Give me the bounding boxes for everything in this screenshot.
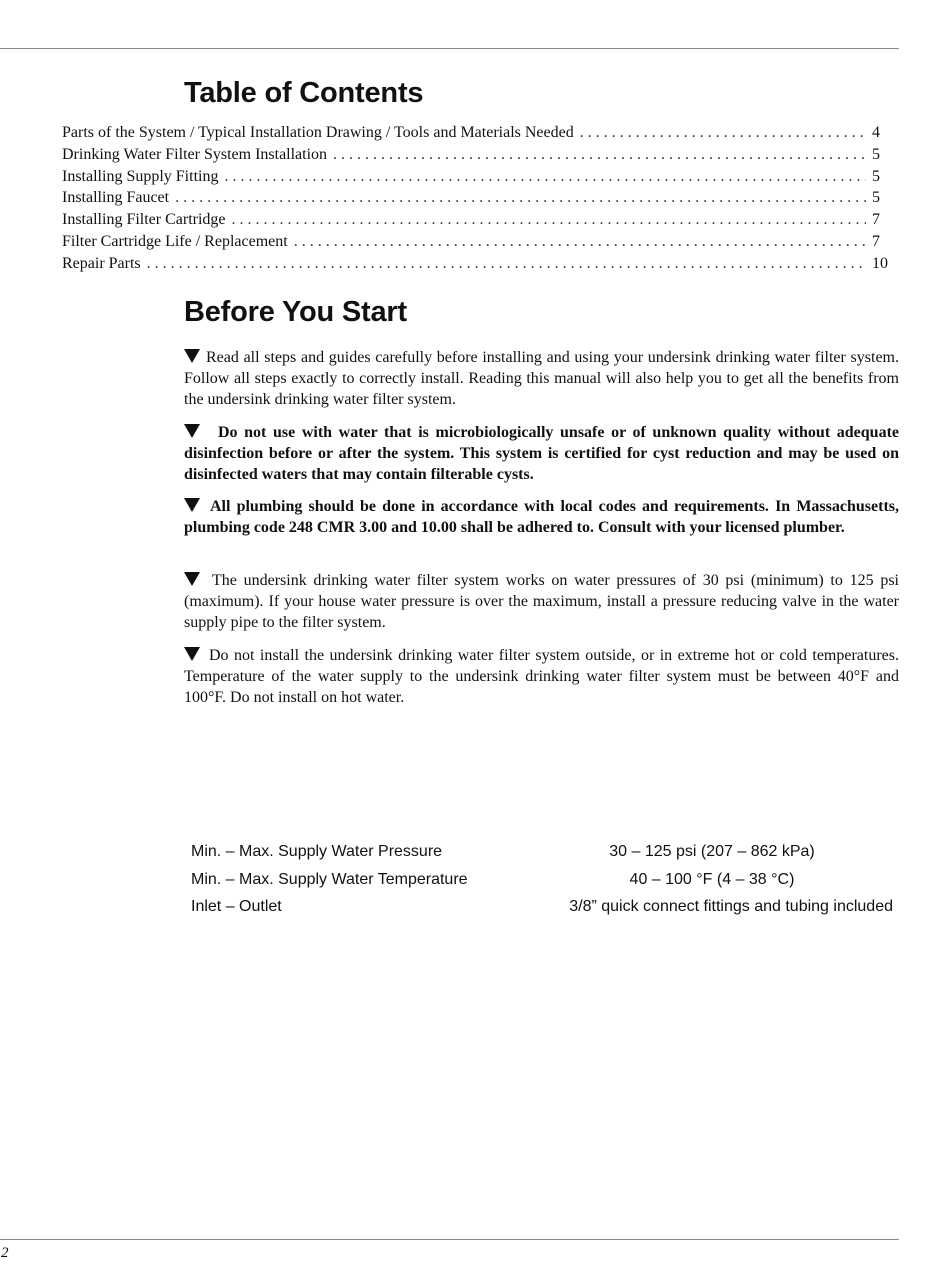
toc-list bbox=[62, 122, 894, 275]
instruction-text: Read all steps and guides carefully before installing and using your undersink drinking water filter system. Follow all steps exactly to correctly install. Reading this manual will also help you to get all the benefits from the undersink drinking water filter system. bbox=[184, 349, 899, 408]
toc-entry-title: Installing Supply Fitting bbox=[62, 167, 219, 185]
toc-entry-page: 5 bbox=[872, 189, 880, 207]
triangle-bullet-icon bbox=[184, 498, 200, 512]
toc-leader-dots bbox=[333, 144, 866, 166]
instruction-text: The undersink drinking water filter system works on water pressures of 30 psi (minimum) to 125 psi (maximum). If your house water pressure is over the maximum, install a pressure reducing valve in the water supply pipe to the filter system. bbox=[184, 572, 899, 631]
spec-row bbox=[191, 841, 893, 869]
toc-entry-title: Filter Cartridge Life / Replacement bbox=[62, 232, 288, 250]
toc-entry[interactable] bbox=[62, 231, 894, 253]
toc-entry-page: 7 bbox=[872, 232, 880, 250]
spec-label: Min. – Max. Supply Water Pressure bbox=[191, 843, 443, 860]
instruction-text: Do not install the undersink drinking water filter system outside, or in extreme hot or cold temperatures. Temperature of the water supply to the undersink drinking water filter system must be between 40°F and 100°F. Do not install on hot water. bbox=[184, 647, 899, 706]
toc-leader-dots bbox=[224, 166, 866, 188]
toc-leader-dots bbox=[232, 209, 866, 231]
toc-entry-page: 5 bbox=[872, 167, 880, 185]
before-you-start-heading: Before You Start bbox=[184, 296, 407, 328]
warning-text: All plumbing should be done in accordance with local codes and requirements. In Massachusetts, plumbing code 248 CMR 3.00 and 10.00 shall be adhered to. Consult with your licensed plumber. bbox=[184, 498, 899, 536]
instruction-paragraph bbox=[184, 571, 899, 633]
toc-entry-page: 7 bbox=[872, 211, 880, 229]
toc-entry-title: Installing Faucet bbox=[62, 189, 170, 207]
triangle-bullet-icon bbox=[184, 647, 200, 661]
toc-entry[interactable] bbox=[62, 187, 894, 209]
spec-row bbox=[191, 896, 893, 924]
instruction-paragraph bbox=[184, 646, 899, 708]
toc-entry-page: 5 bbox=[872, 145, 880, 163]
toc-entry-page: 4 bbox=[872, 124, 880, 141]
triangle-bullet-icon bbox=[184, 349, 200, 363]
toc-entry[interactable] bbox=[62, 166, 894, 188]
triangle-bullet-icon bbox=[184, 572, 200, 586]
toc-entry[interactable] bbox=[62, 144, 894, 166]
toc-leader-dots bbox=[147, 253, 866, 275]
toc-entry[interactable] bbox=[62, 253, 894, 275]
toc-leader-dots bbox=[580, 122, 866, 144]
spec-row bbox=[191, 869, 893, 897]
warning-paragraph bbox=[184, 423, 899, 485]
toc-entry-title: Installing Filter Cartridge bbox=[62, 211, 226, 229]
warning-text: Do not use with water that is microbiologically unsafe or of unknown quality without adequate disinfection before or after the system. This system is certified for cyst reduction and may be used on disinfected waters that may contain filterable cysts. bbox=[184, 424, 899, 483]
bottom-rule bbox=[0, 1239, 899, 1240]
triangle-bullet-icon bbox=[184, 424, 200, 438]
toc-leader-dots bbox=[175, 187, 866, 209]
toc-heading: Table of Contents bbox=[184, 77, 424, 109]
spec-value: 30 – 125 psi (207 – 862 kPa) bbox=[609, 843, 815, 860]
toc-entry[interactable] bbox=[62, 209, 894, 231]
spec-value: 40 – 100 °F (4 – 38 °C) bbox=[629, 870, 795, 888]
spec-label: Inlet – Outlet bbox=[191, 898, 282, 915]
spec-label: Min. – Max. Supply Water Temperature bbox=[191, 870, 468, 888]
toc-entry-title: Repair Parts bbox=[62, 254, 141, 272]
instruction-paragraph bbox=[184, 348, 899, 410]
toc-entry[interactable] bbox=[62, 122, 894, 144]
specifications-table bbox=[191, 841, 893, 924]
spec-value: 3/8” quick connect fittings and tubing included bbox=[569, 898, 893, 915]
top-rule bbox=[0, 48, 899, 49]
toc-leader-dots bbox=[294, 231, 866, 253]
toc-entry-title: Drinking Water Filter System Installation bbox=[62, 145, 328, 163]
page-number: 2 bbox=[1, 1245, 9, 1261]
toc-entry-page: 10 bbox=[872, 254, 888, 272]
toc-entry-title: Parts of the System / Typical Installation Drawing / Tools and Materials Needed bbox=[62, 124, 574, 141]
warning-paragraph bbox=[184, 497, 899, 539]
